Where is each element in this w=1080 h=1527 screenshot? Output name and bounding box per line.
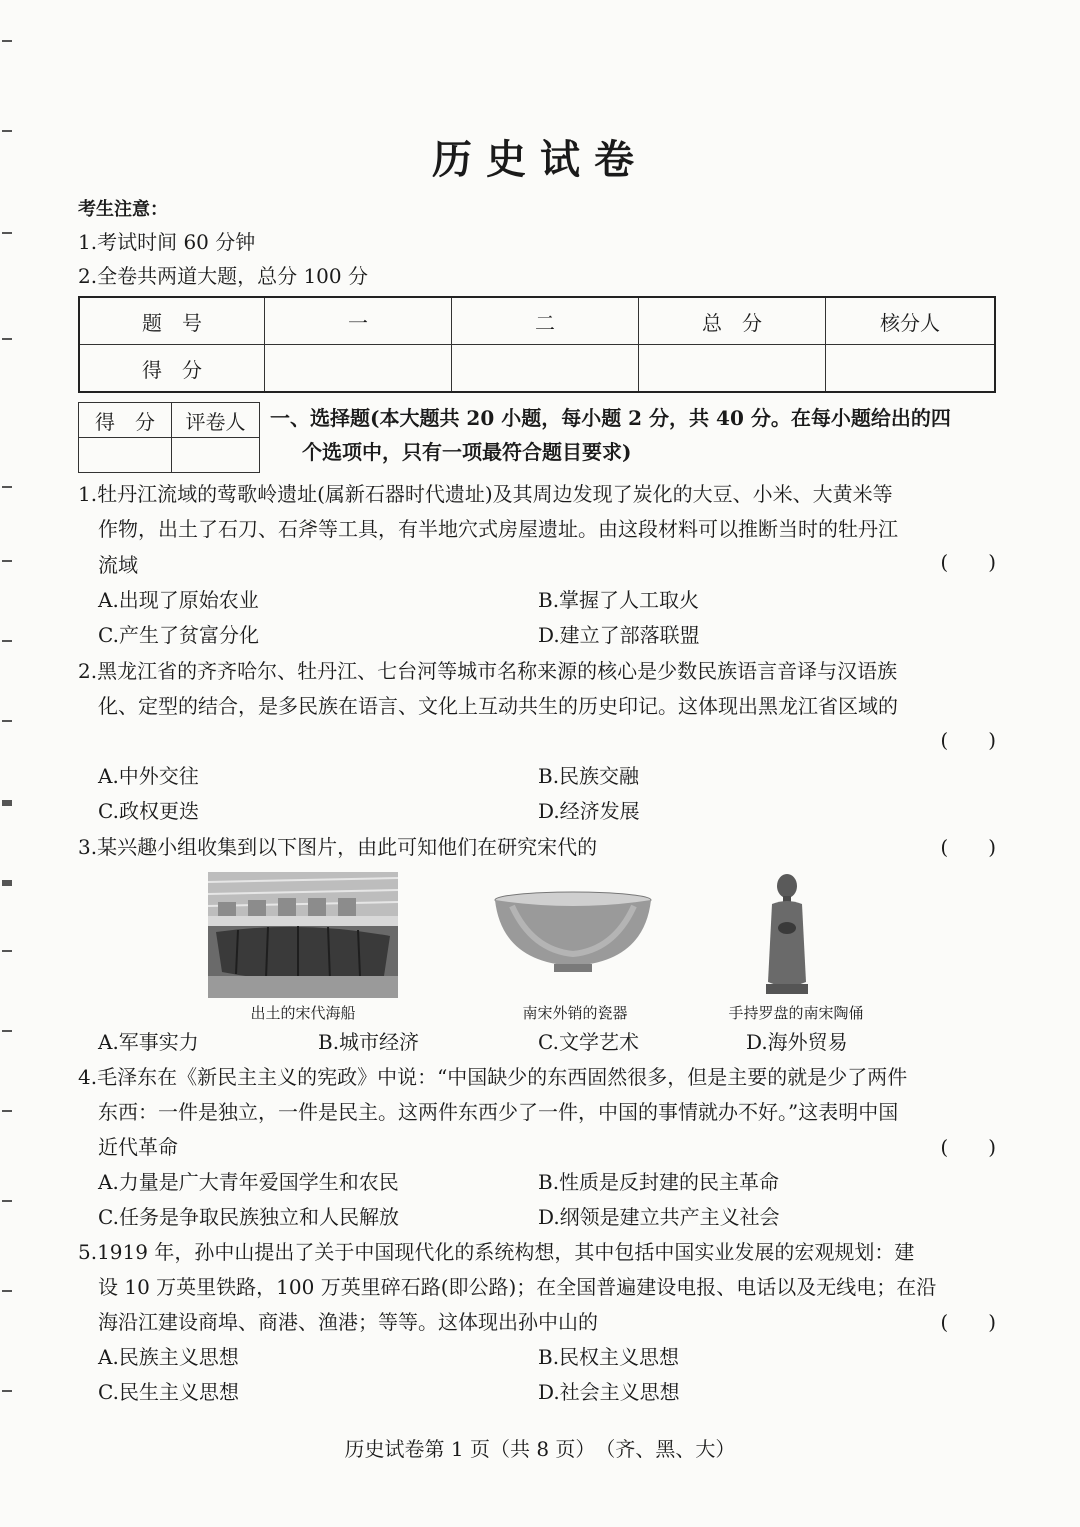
option: C.任务是争取民族独立和人民解放: [98, 1205, 399, 1229]
grade-grader-label: 评卷人: [172, 403, 260, 438]
song-ship-photo: [208, 872, 398, 998]
answer-bracket[interactable]: ( ): [940, 1310, 996, 1334]
option: A.中外交往: [98, 764, 199, 788]
grade-cell[interactable]: [172, 438, 260, 473]
option: D.纲领是建立共产主义社会: [538, 1205, 780, 1229]
score-header: 核分人: [826, 297, 996, 345]
option: D.社会主义思想: [538, 1380, 680, 1404]
option: D.建立了部落联盟: [538, 623, 700, 647]
q1-line: 作物，出土了石刀、石斧等工具，有半地穴式房屋遗址。由这段材料可以推断当时的牡丹江: [98, 517, 898, 541]
score-cell[interactable]: [452, 345, 639, 393]
answer-bracket[interactable]: ( ): [940, 550, 996, 574]
notice-heading: 考生注意：: [78, 199, 168, 220]
q5-line: 5.1919 年，孙中山提出了关于中国现代化的系统构想，其中包括中国实业发展的宏观规划：建: [78, 1240, 915, 1264]
section-heading: 一、选择题(本大题共 20 小题，每小题 2 分，共 40 分。在每小题给出的四: [270, 406, 951, 430]
answer-bracket[interactable]: ( ): [940, 835, 996, 859]
photo-caption: 出土的宋代海船: [250, 1004, 356, 1022]
grade-table: [78, 402, 260, 473]
option: A.出现了原始农业: [98, 588, 259, 612]
answer-bracket[interactable]: ( ): [940, 1135, 996, 1159]
q5-line: 设 10 万英里铁路，100 万英里碎石路(即公路)；在全国普遍建设电报、电话以及无线电；在沿: [98, 1275, 937, 1299]
photo-caption: 手持罗盘的南宋陶俑: [728, 1004, 864, 1022]
score-header: 题 号: [79, 297, 265, 345]
option: B.民权主义思想: [538, 1345, 680, 1369]
q4-line: 东西：一件是独立，一件是民主。这两件东西少了一件，中国的事情就办不好。”这表明中国: [98, 1100, 899, 1124]
option: C.产生了贫富分化: [98, 623, 259, 647]
score-cell[interactable]: [265, 345, 452, 393]
answer-bracket[interactable]: ( ): [940, 728, 996, 752]
notice-item: 1.考试时间 60 分钟: [78, 230, 256, 254]
option: B.民族交融: [538, 764, 640, 788]
q1-line: 1.牡丹江流域的莺歌岭遗址(属新石器时代遗址)及其周边发现了炭化的大豆、小米、大黄米等: [78, 482, 893, 506]
score-header: 二: [452, 297, 639, 345]
option: D.海外贸易: [746, 1030, 848, 1054]
option: B.城市经济: [318, 1030, 420, 1054]
score-row-label: 得 分: [79, 345, 265, 393]
q1-line: 流域: [98, 553, 138, 577]
option: A.力量是广大青年爱国学生和农民: [98, 1170, 399, 1194]
notice-item: 2.全卷共两道大题，总分 100 分: [78, 264, 368, 288]
page-footer: 历史试卷第 1 页（共 8 页） （齐、黑、大）: [344, 1437, 736, 1461]
q5-line: 海沿江建设商埠、商港、渔港；等等。这体现出孙中山的: [98, 1310, 598, 1334]
option: C.文学艺术: [538, 1030, 639, 1054]
option: D.经济发展: [538, 799, 640, 823]
section-heading-cont: 个选项中，只有一项最符合题目要求): [302, 440, 632, 464]
q4-line: 4.毛泽东在《新民主主义的宪政》中说：“中国缺少的东西固然很多，但是主要的就是少了两件: [78, 1065, 908, 1089]
grade-cell[interactable]: [79, 438, 172, 473]
song-porcelain-bowl-photo: [492, 890, 654, 974]
option: C.民生主义思想: [98, 1380, 239, 1404]
page-title: 历史试卷: [432, 137, 648, 183]
option: B.掌握了人工取火: [538, 588, 700, 612]
option: B.性质是反封建的民主革命: [538, 1170, 780, 1194]
q2-line: 2.黑龙江省的齐齐哈尔、牡丹江、七台河等城市名称来源的核心是少数民族语言音译与汉语族: [78, 659, 898, 683]
q4-line: 近代革命: [98, 1135, 178, 1159]
option: A.军事实力: [98, 1030, 199, 1054]
option: A.民族主义思想: [98, 1345, 239, 1369]
score-header: 一: [265, 297, 452, 345]
q2-line: 化、定型的结合，是多民族在语言、文化上互动共生的历史印记。这体现出黑龙江省区域的: [98, 694, 898, 718]
q3-line: 3.某兴趣小组收集到以下图片，由此可知他们在研究宋代的: [78, 835, 598, 859]
compass-figurine-photo: [756, 872, 818, 998]
option: C.政权更迭: [98, 799, 199, 823]
grade-score-label: 得 分: [79, 403, 172, 438]
score-table: [78, 296, 996, 393]
score-header: 总 分: [639, 297, 826, 345]
score-cell[interactable]: [826, 345, 996, 393]
photo-caption: 南宋外销的瓷器: [522, 1004, 628, 1022]
score-cell[interactable]: [639, 345, 826, 393]
